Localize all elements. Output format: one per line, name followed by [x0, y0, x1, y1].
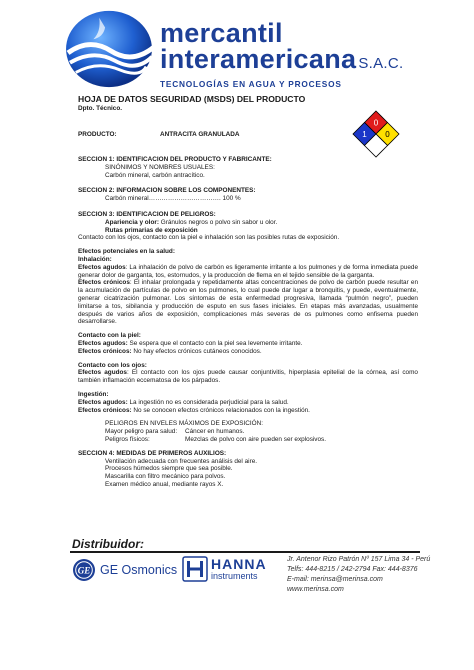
eye-acute-text: : El contacto con los ojos puede causar conjuntivitis, hiperplasia epitelial de la córnea, así como también inflamación eccematosa de los párpados. [78, 369, 418, 385]
product-row [78, 131, 240, 138]
brand-tagline: TECNOLOGÍAS EN AGUA Y PROCESOS [160, 79, 342, 89]
phones: Telfs: 444-8215 / 242-2794 Fax: 444-8376 [287, 566, 418, 573]
skin-acute-label: Efectos agudos: [78, 339, 128, 347]
health-effects-label: Efectos potenciales en la salud: [78, 248, 175, 256]
appearance-value: Gránulos negros o polvo sin sabor u olor. [158, 218, 278, 226]
section-1-body [78, 164, 418, 180]
section-3-heading: SECCION 3: IDENTIFICACION DE PELIGROS: [78, 210, 216, 218]
hanna-brand: HANNA [211, 555, 267, 572]
appearance-label: Apariencia y olor: [105, 218, 159, 226]
section-2-heading: SECCION 2: INFORMACION SOBRE LOS COMPONENTES: [78, 187, 256, 195]
risk-health-value: Cáncer en humanos. [185, 428, 245, 436]
skin-acute-text: Se espera que el contacto con la piel sea levemente irritante. [127, 339, 303, 347]
section-4-heading: SECCION 4: MEDIDAS DE PRIMEROS AUXILIOS: [78, 449, 227, 457]
document-department: Dpto. Técnico. [78, 105, 123, 112]
ingestion-label: Ingestión: [78, 390, 109, 398]
brand-line-1: mercantil [160, 18, 283, 48]
first-aid-list [78, 458, 418, 489]
globe-logo-icon [60, 8, 158, 90]
ingestion-chronic-label: Efectos crónicos: [78, 406, 132, 414]
inhalation-chronic [78, 279, 418, 326]
synonyms-value: Carbón mineral, carbón antracítico. [105, 171, 205, 179]
risk-block [78, 420, 418, 443]
nfpa-reactivity: 0 [385, 130, 390, 139]
hanna-subbrand: instruments [211, 570, 258, 581]
inhalation-acute-text: : La inhalación de polvo de carbón es ligeramente irritante a los pulmones y de forma inmediata puede generar dolor de garganta, tos, estornudos, y la producción de flema en el tejido sensible de la garganta. [78, 263, 418, 279]
nfpa-diamond-icon [352, 110, 400, 158]
component-line: Carbón mineral……………………………. 100 % [105, 195, 241, 203]
svg-text:GE: GE [77, 565, 91, 576]
ingestion-chronic-text: No se conocen efectos crónicos relacionados con la ingestión. [131, 406, 310, 414]
hanna-emblem-icon [182, 556, 208, 582]
inhalation-label: Inhalación: [78, 255, 112, 263]
chronic-label: Efectos crónicos [78, 279, 130, 287]
distributor-label: Distribuidor: [72, 537, 144, 551]
routes-label: Rutas primarias de exposición [105, 226, 198, 234]
brand-suffix: S.A.C. [358, 55, 404, 72]
ingestion-acute-text: La ingestión no es considerada perjudicial para la salud. [127, 398, 289, 406]
skin-contact-label: Contacto con la piel: [78, 332, 141, 340]
risk-heading: PELIGROS EN NIVELES MÁXIMOS DE EXPOSICIÓN: [105, 420, 264, 428]
section-3-intro [78, 219, 418, 235]
list-item: Examen médico anual, mediante rayos X. [105, 480, 224, 488]
list-item: Ventilación adecuada con frecuentes análisis del aire. [105, 457, 258, 465]
section-1-heading: SECCION 1: IDENTIFICACION DEL PRODUCTO Y FABRICANTE: [78, 156, 272, 163]
skin-chronic-text: No hay efectos crónicos cutáneos conocidos. [131, 347, 262, 355]
nfpa-health: 1 [362, 130, 367, 139]
risk-health-label: Mayor peligro para salud: [105, 428, 178, 436]
skin-chronic-label: Efectos crónicos: [78, 347, 132, 355]
msds-content [78, 156, 418, 489]
section-2-body [78, 195, 418, 203]
inhalation-chronic-text: : El inhalar prolongada y repetidamente altas concentraciones de polvo de carbón puede resultar en la acumulación de partículas de polvo en los pulmones, lo cual puede dar lugar a bronquitis, y puede, eventualmente, generar cicatrización pulmonar. Los síntomas de esta enfermedad progresiva, llamada “pulmón negro”, pueden limitarse a tos, sibilancia y producción de esputo en sus fases iniciales. En etapas más avanzadas, usualmente después de varios años de exposición, complicaciones más severas de os pulmones como enfisema pueden desarrollarse. [78, 279, 419, 326]
risk-physical-value: Mezclas de polvo con aire pueden ser explosivos. [185, 435, 327, 443]
address: Jr. Antenor Rizo Patrón Nº 157 Lima 34 - Perú [287, 556, 431, 563]
list-item: Procesos húmedos siempre que sea posible. [105, 465, 233, 473]
inhalation-acute [78, 264, 418, 280]
ge-monogram-icon [72, 558, 96, 582]
distributor-divider [70, 551, 420, 553]
document-title: HOJA DE DATOS SEGURIDAD (MSDS) DEL PRODUCTO [78, 94, 306, 104]
synonyms-label: SINÓNIMOS Y NOMBRES USUALES: [105, 163, 215, 171]
eye-acute-label: Efectos agudos [78, 369, 127, 377]
product-name: ANTRACITA GRANULADA [160, 131, 240, 138]
website[interactable]: www.merinsa.com [287, 586, 344, 593]
ge-osmonics-logo [72, 558, 177, 582]
acute-label: Efectos agudos [78, 263, 126, 271]
contact-block [287, 555, 430, 595]
brand-line-2 [160, 46, 403, 77]
list-item: Mascarilla con filtro mecánico para polvos. [105, 473, 226, 481]
risk-physical-label: Peligros físicos: [105, 435, 150, 443]
product-label: PRODUCTO: [78, 131, 117, 138]
hanna-logo [182, 556, 267, 582]
email[interactable]: E-mail: merinsa@merinsa.com [287, 576, 383, 583]
ingestion-acute-label: Efectos agudos: [78, 398, 128, 406]
nfpa-flammability: 0 [373, 118, 379, 128]
company-brand [160, 20, 403, 89]
eye-contact-label: Contacto con los ojos: [78, 361, 147, 369]
routes-value: Contacto con los ojos, contacto con la piel e inhalación son las posibles rutas de exposición. [78, 234, 340, 242]
brand-name: interamericana [160, 44, 357, 74]
ge-brand-text: GE Osmonics [100, 563, 178, 577]
hanna-text [211, 555, 267, 581]
